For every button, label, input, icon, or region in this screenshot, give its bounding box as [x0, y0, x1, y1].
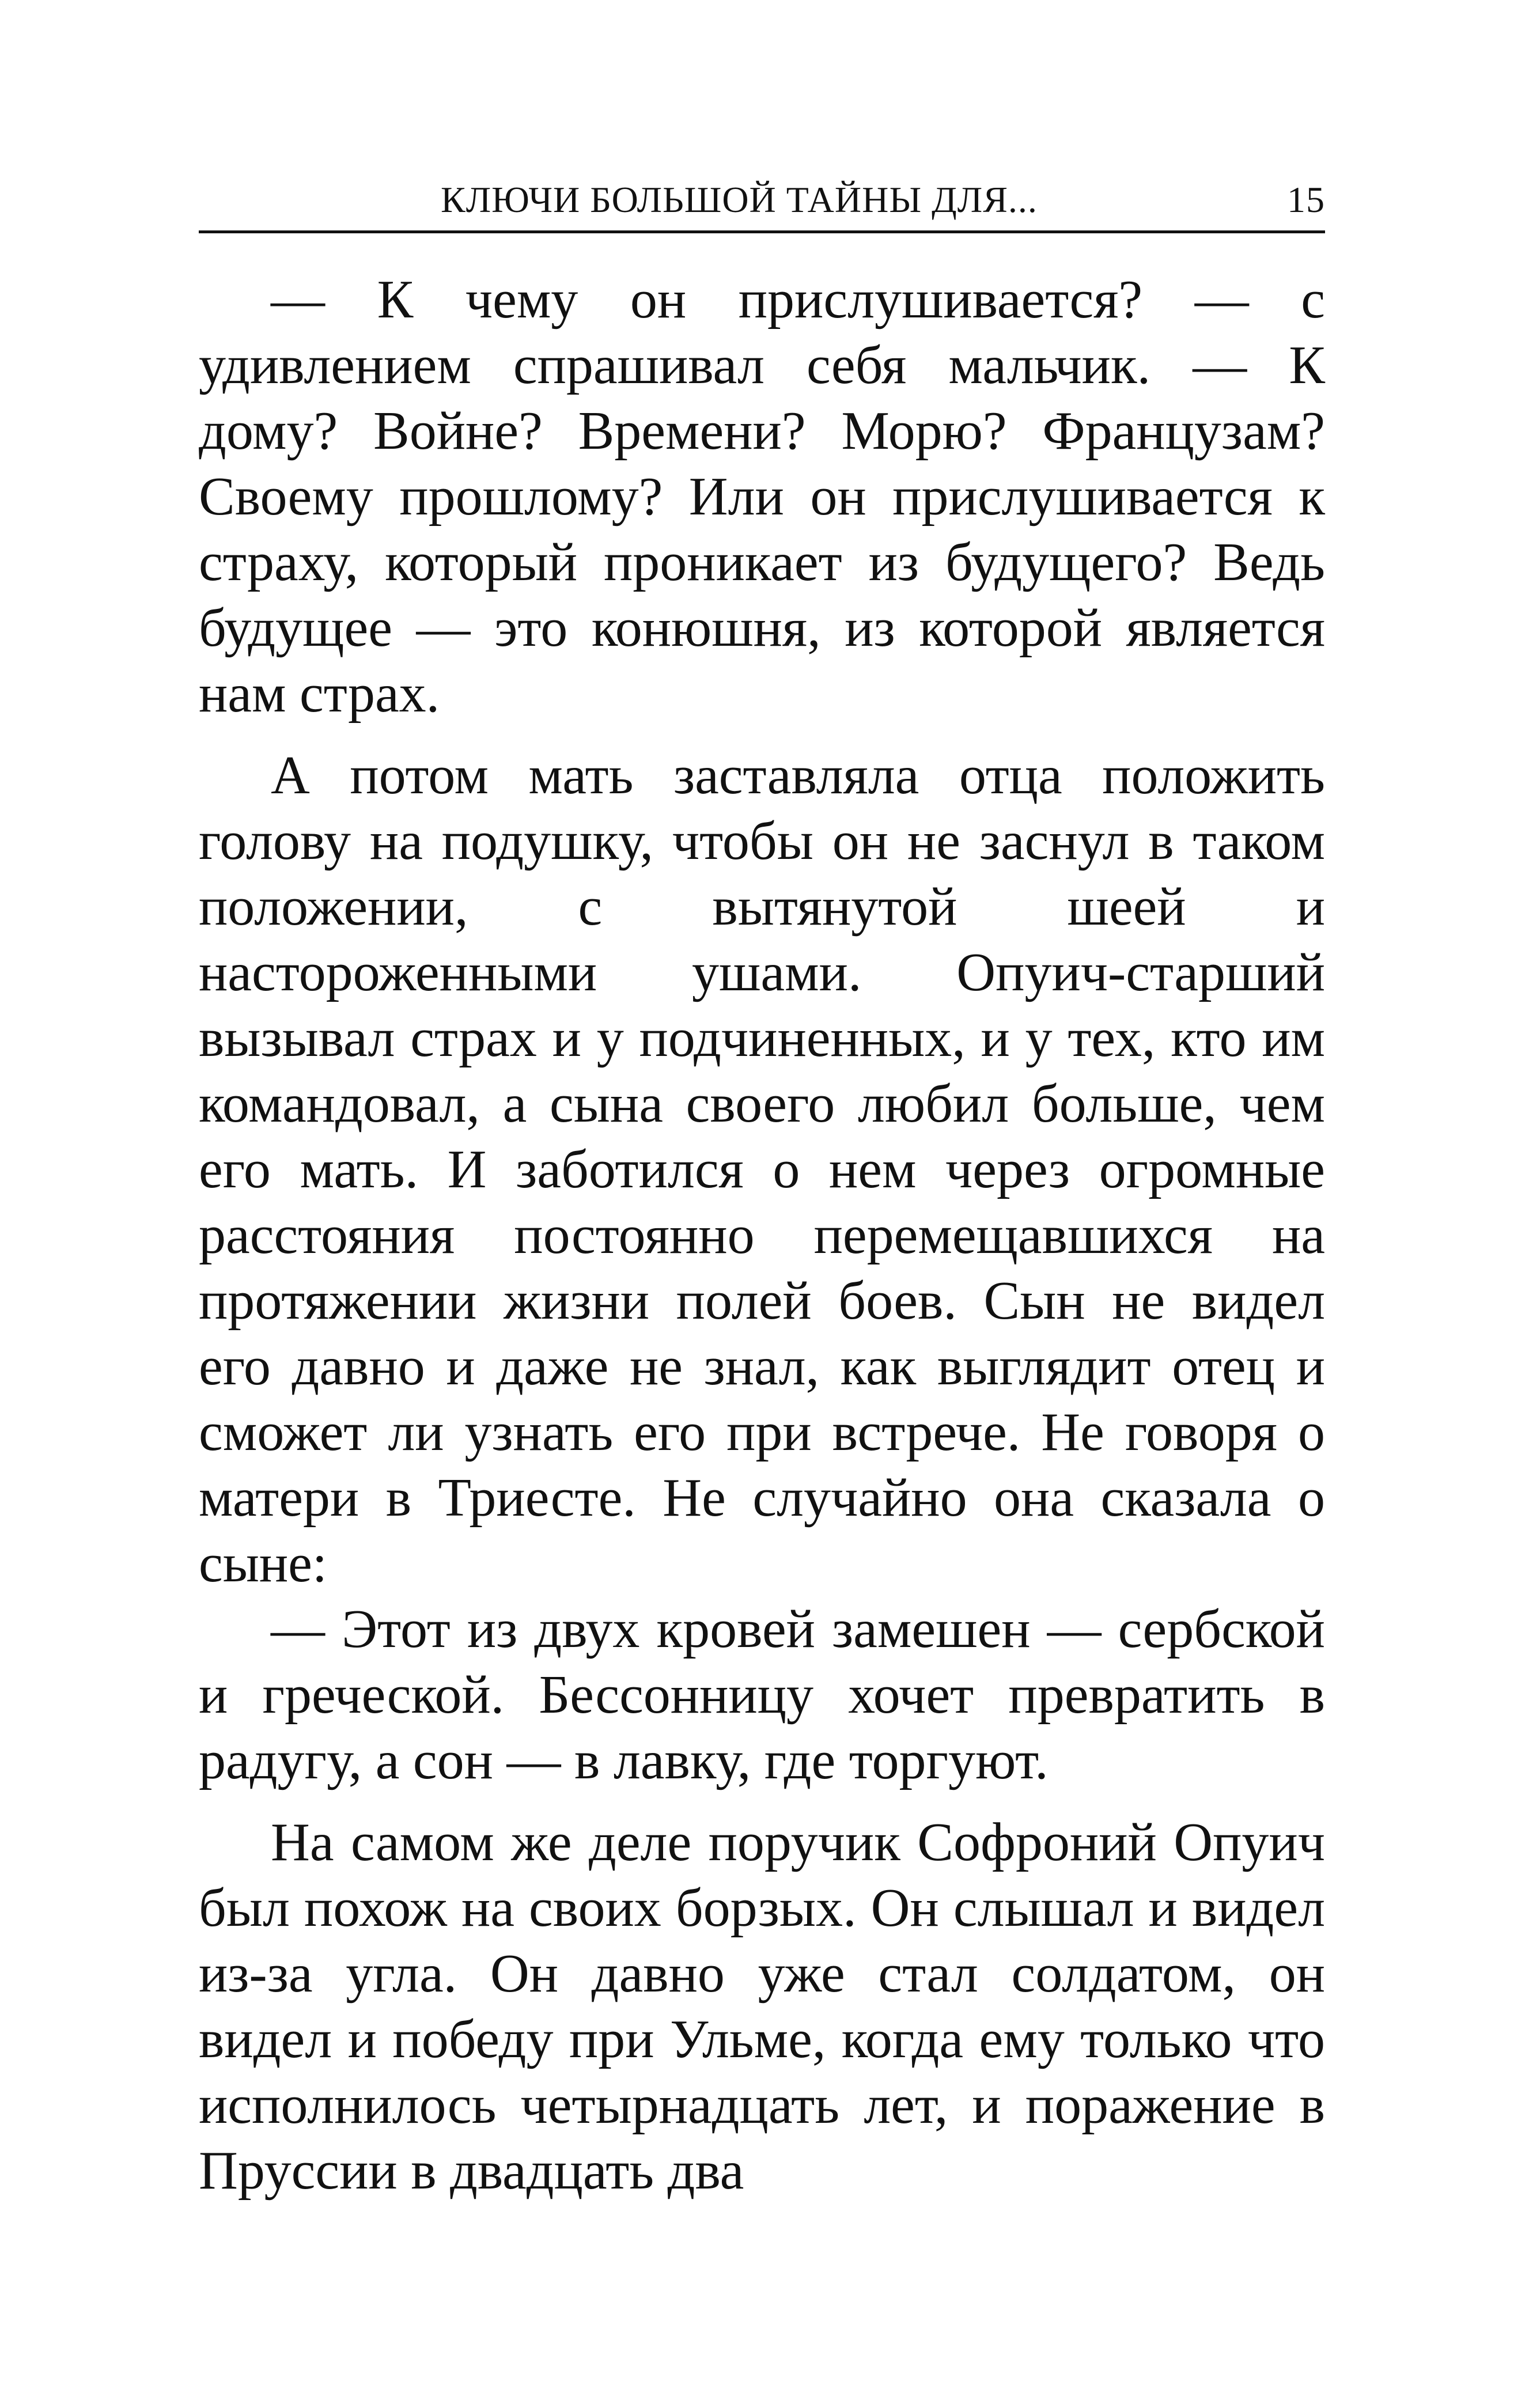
- paragraph: — К чему он прислушивается? — с удивлением спрашивал себя мальчик. — К дому? Войне? Времени? Морю? Французам? Своему прошлому? Или он прислушивается к страху, который проникает из будущего? Ведь будущее — это конюшня, из которой является нам страх.: [199, 270, 1325, 724]
- paragraph: — Этот из двух кровей замешен — сербской и греческой. Бессонницу хочет превратить в радугу, а сон — в лавку, где торгуют.: [199, 1599, 1325, 1790]
- body-text: [199, 267, 1325, 2203]
- paragraph: На самом же деле поручик Софроний Опуич был похож на своих борзых. Он слышал и видел из-за угла. Он давно уже стал солдатом, он видел и победу при Ульме, когда ему только что исполнилось четырнадцать лет, и поражение в Пруссии в двадцать два: [199, 1812, 1325, 2201]
- running-title: КЛЮЧИ БОЛЬШОЙ ТАЙНЫ ДЛЯ...: [441, 179, 1038, 220]
- book-page: [199, 167, 1325, 2203]
- running-header: [199, 167, 1325, 233]
- page-number: 15: [1287, 179, 1325, 220]
- paragraph: А потом мать заставляла отца положить голову на подушку, чтобы он не заснул в таком положении, с вытянутой шеей и настороженными ушами. Опуич-старший вызывал страх и у подчиненных, и у тех, кто им командовал, а сына своего любил больше, чем его мать. И заботился о нем через огромные расстояния постоянно перемещавшихся на протяжении жизни полей боев. Сын не видел его давно и даже не знал, как выглядит отец и сможет ли узнать его при встрече. Не говоря о матери в Триесте. Не случайно она сказала о сыне:: [199, 745, 1325, 1593]
